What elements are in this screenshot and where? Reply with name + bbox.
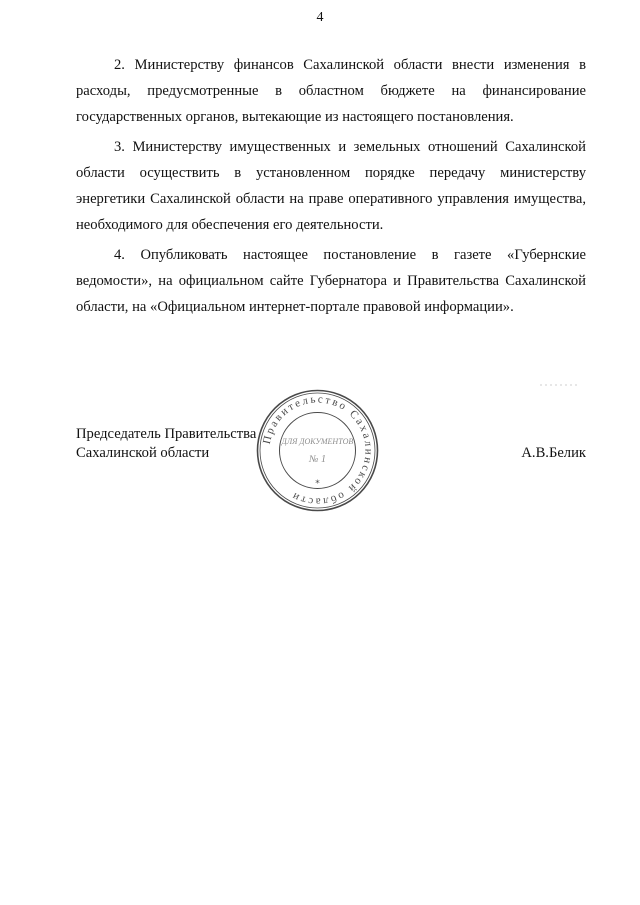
- svg-text:№ 1: № 1: [309, 454, 326, 465]
- paragraph-2: 2. Министерству финансов Сахалинской области внести изменения в расходы, предусмотренные в областном бюджете на финансирование государственных органов, вытекающие из настоящего постановления.: [76, 57, 586, 125]
- signatory-title-line1: Председатель Правительства: [76, 426, 257, 442]
- faint-underline-mark: [540, 373, 580, 375]
- signatory-name: А.В.Белик: [521, 445, 586, 461]
- paragraph-4: 4. Опубликовать настоящее постановление в газете «Губернские ведомости», на официальном сайте Губернатора и Правительства Сахалинской области, на «Официальном интернет-портале правовой информации».: [76, 247, 586, 315]
- page-number: 4: [316, 10, 324, 25]
- signatory-title-line2: Сахалинской области: [76, 445, 210, 461]
- official-seal: [255, 388, 380, 513]
- faint-line-icon: [540, 384, 580, 386]
- seal-stamp-icon: [255, 388, 380, 513]
- svg-text:ДЛЯ ДОКУМЕНТОВ: ДЛЯ ДОКУМЕНТОВ: [281, 437, 354, 446]
- svg-text:Правительство Сахалинской обла: Правительство Сахалинской области: [260, 393, 375, 508]
- svg-text:*: *: [315, 479, 320, 489]
- paragraph-3: 3. Министерству имущественных и земельных отношений Сахалинской области осуществить в установленном порядке передачу министерству энергетики Сахалинской области на праве оперативного управления имущества, необходимого для обеспечения его деятельности.: [76, 139, 586, 233]
- signatory-title: [76, 425, 256, 463]
- document-body: [76, 52, 586, 324]
